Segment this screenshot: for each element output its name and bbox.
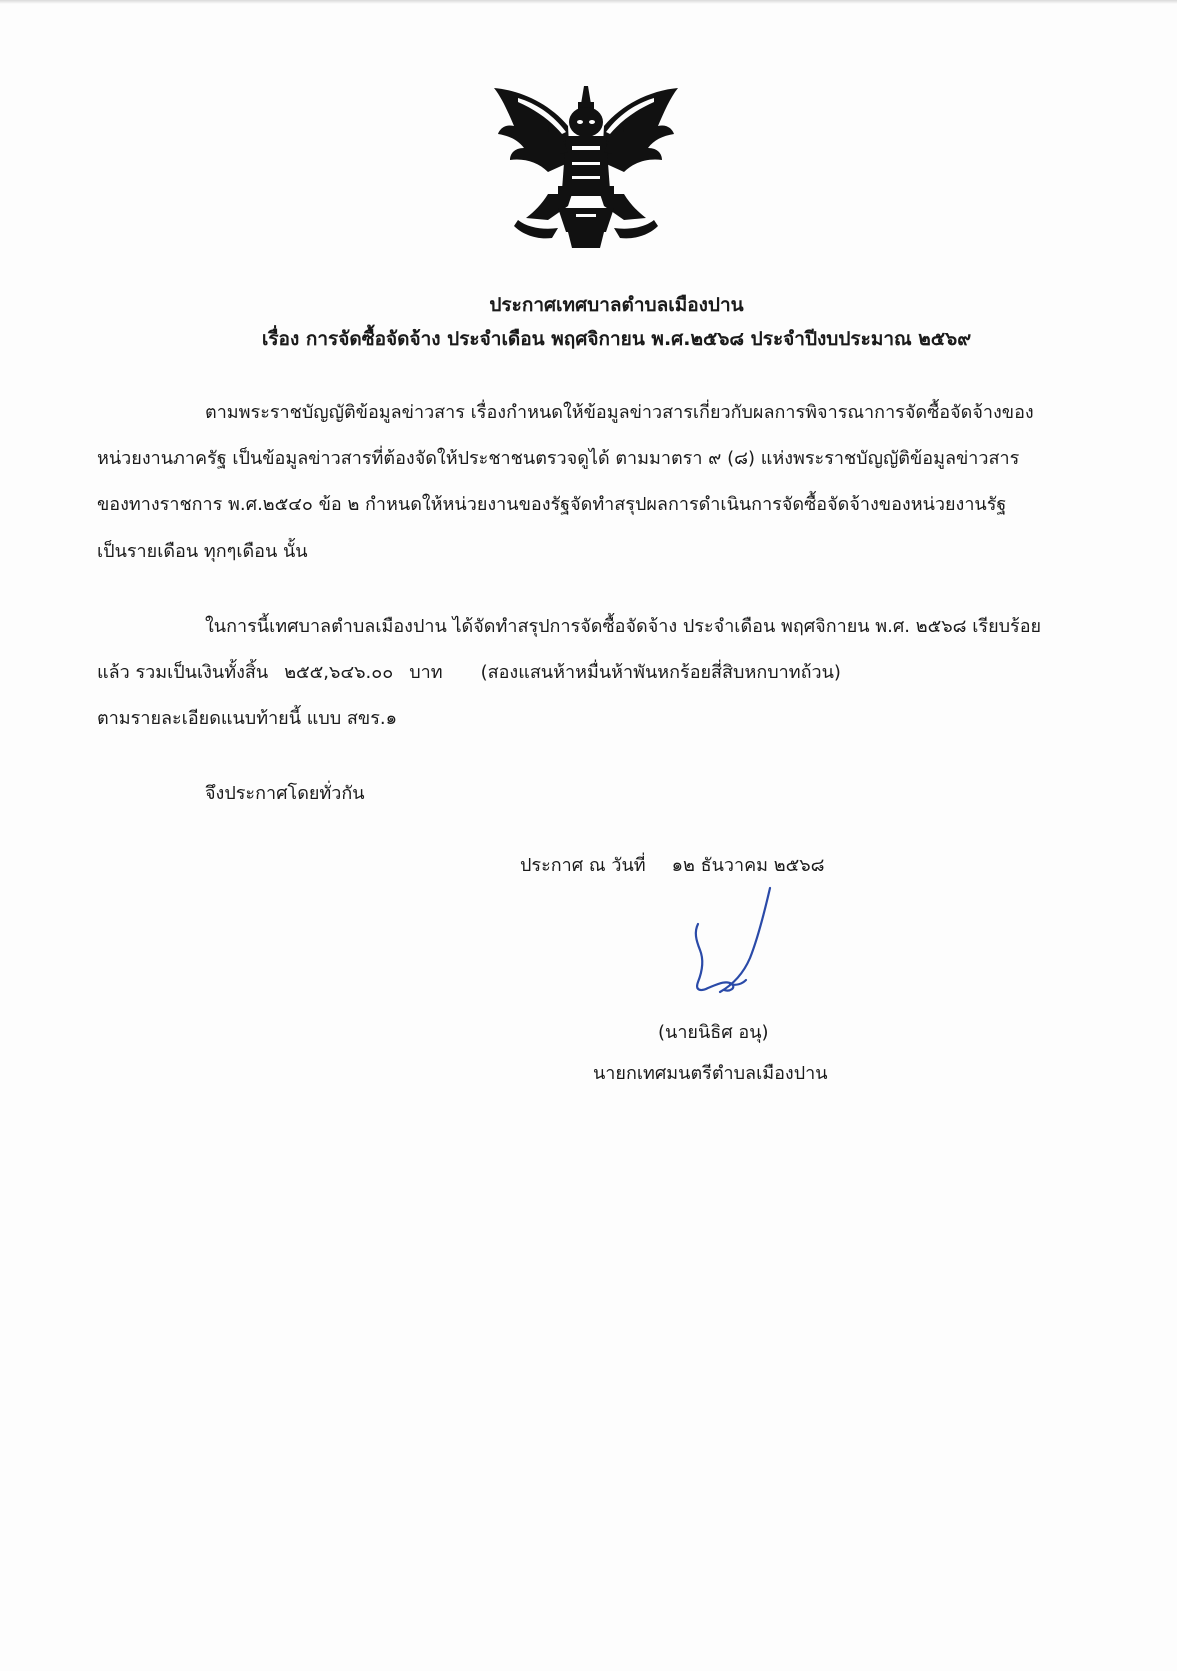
garuda-emblem-icon bbox=[488, 82, 684, 254]
subject-line: เรื่อง การจัดซื้อจัดจ้าง ประจำเดือน พฤศจิกายน พ.ศ.๒๕๖๘ ประจำปีงบประมาณ ๒๕๖๙ bbox=[261, 328, 972, 350]
date-label: ประกาศ ณ วันที่ bbox=[520, 855, 646, 876]
amount-label: แล้ว รวมเป็นเงินทั้งสิ้น bbox=[97, 662, 269, 683]
currency-unit: บาท bbox=[409, 662, 443, 683]
signer-name: (นายนิธิศ อนุ) bbox=[658, 1022, 769, 1043]
signer-position: นายกเทศมนตรีตำบลเมืองปาน bbox=[593, 1063, 828, 1084]
amount-in-words: (สองแสนห้าหมื่นห้าพันหกร้อยสี่สิบหกบาทถ้วน) bbox=[480, 662, 841, 683]
paragraph-1-line: หน่วยงานภาครัฐ เป็นข้อมูลข่าวสารที่ต้องจัดให้ประชาชนตรวจดูได้ ตามมาตรา ๙ (๘) แห่งพระราชบัญญัติข้อมูลข่าวสาร bbox=[97, 448, 1020, 469]
paragraph-1-line: เป็นรายเดือน ทุกๆเดือน นั้น bbox=[97, 541, 308, 562]
scan-edge bbox=[0, 0, 1177, 4]
closing-line: จึงประกาศโดยทั่วกัน bbox=[205, 783, 365, 804]
date-value: ๑๒ ธันวาคม ๒๕๖๘ bbox=[671, 855, 825, 876]
total-amount: ๒๕๕,๖๔๖.๐๐ bbox=[284, 662, 394, 683]
announcement-date bbox=[520, 854, 825, 878]
handwritten-signature bbox=[690, 880, 800, 1010]
paragraph-2-line: ตามรายละเอียดแนบท้ายนี้ แบบ สขร.๑ bbox=[97, 708, 398, 729]
paragraph-1-line: ตามพระราชบัญญัติข้อมูลข่าวสาร เรื่องกำหนดให้ข้อมูลข่าวสารเกี่ยวกับผลการพิจารณาการจัดซื้อจัดจ้างของ bbox=[205, 402, 1034, 423]
paragraph-1-line: ของทางราชการ พ.ศ.๒๕๔๐ ข้อ ๒ กำหนดให้หน่วยงานของรัฐจัดทำสรุปผลการดำเนินการจัดซื้อจัดจ้างของหน่วยงานรัฐ bbox=[97, 494, 1007, 515]
paragraph-2-line: ในการนี้เทศบาลตำบลเมืองปาน ได้จัดทำสรุปการจัดซื้อจัดจ้าง ประจำเดือน พฤศจิกายน พ.ศ. ๒๕๖๘ เรียบร้อย bbox=[205, 616, 1042, 637]
page-title: ประกาศเทศบาลตำบลเมืองปาน bbox=[489, 294, 744, 316]
total-amount-line bbox=[97, 661, 841, 685]
